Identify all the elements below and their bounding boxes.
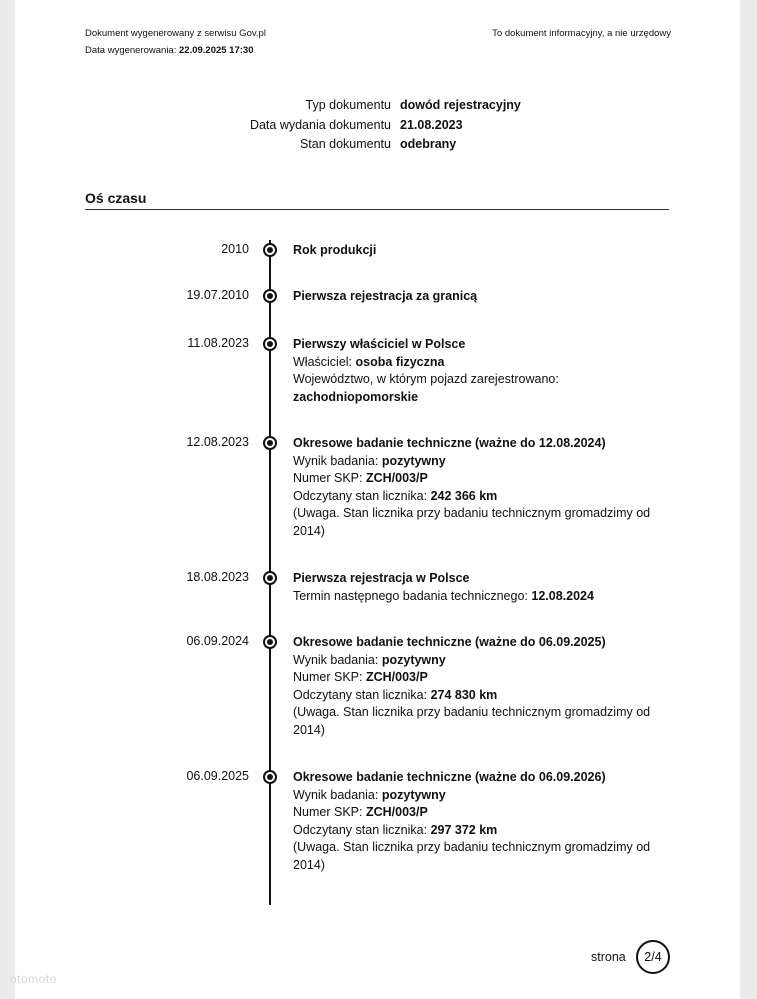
disclaimer: To dokument informacyjny, a nie urzędowy	[492, 28, 671, 39]
owner-value: osoba fizyczna	[355, 354, 445, 369]
next-inspection-value: 12.08.2024	[531, 588, 594, 603]
event-note: (Uwaga. Stan licznika przy badaniu technicznym gromadzimy od 2014)	[293, 705, 651, 737]
event-date: 19.07.2010	[186, 288, 249, 302]
skp-label: Numer SKP:	[293, 670, 363, 685]
event-next-inspection	[293, 588, 653, 606]
odometer-value: 297 372 km	[430, 822, 498, 837]
voivodeship-value: zachodniopomorskie	[293, 389, 419, 404]
event-title: Okresowe badanie techniczne (ważne do 06.09.2025)	[293, 635, 606, 649]
odometer-value: 242 366 km	[430, 488, 498, 503]
skp-value: ZCH/003/P	[365, 670, 428, 685]
event-date: 06.09.2025	[186, 769, 249, 783]
event-date: 12.08.2023	[186, 435, 249, 449]
meta-value: dowód rejestracyjny	[400, 98, 521, 112]
odometer-label: Odczytany stan licznika:	[293, 488, 428, 503]
meta-label: Stan dokumentu	[299, 137, 391, 151]
odometer-value: 274 830 km	[430, 687, 498, 702]
event-note: (Uwaga. Stan licznika przy badaniu technicznym gromadzimy od 2014)	[293, 840, 651, 872]
generated-label: Data wygenerowania:	[85, 45, 177, 56]
event-skp	[293, 669, 653, 687]
result-value: pozytywny	[381, 787, 446, 802]
source-note: Dokument wygenerowany z serwisu Gov.pl	[85, 28, 266, 39]
event-body	[293, 634, 653, 740]
timeline-dot-icon	[263, 436, 277, 450]
timeline-dot-icon	[263, 289, 277, 303]
result-label: Wynik badania:	[293, 787, 379, 802]
event-title: Pierwszy właściciel w Polsce	[293, 337, 466, 351]
meta-label: Data wydania dokumentu	[249, 118, 391, 132]
skp-value: ZCH/003/P	[365, 471, 428, 486]
event-skp	[293, 470, 653, 488]
event-body	[293, 336, 653, 406]
odometer-label: Odczytany stan licznika:	[293, 822, 428, 837]
result-label: Wynik badania:	[293, 453, 379, 468]
generated-date	[85, 45, 253, 56]
skp-value: ZCH/003/P	[365, 805, 428, 820]
event-note: (Uwaga. Stan licznika przy badaniu technicznym gromadzimy od 2014)	[293, 506, 651, 538]
event-result	[293, 787, 653, 805]
event-title: Pierwsza rejestracja za granicą	[293, 289, 478, 303]
event-result	[293, 652, 653, 670]
watermark: otomoto	[10, 972, 57, 986]
meta-value: 21.08.2023	[400, 118, 463, 132]
event-odometer	[293, 687, 653, 705]
skp-label: Numer SKP:	[293, 471, 363, 486]
page-number-badge: 2/4	[636, 940, 670, 974]
event-date: 06.09.2024	[186, 634, 249, 648]
timeline-dot-icon	[263, 770, 277, 784]
meta-value: odebrany	[400, 137, 457, 151]
result-label: Wynik badania:	[293, 652, 379, 667]
section-divider	[85, 209, 669, 210]
skp-label: Numer SKP:	[293, 805, 363, 820]
event-voivodeship-label: Województwo, w którym pojazd zarejestrowano:	[293, 372, 559, 387]
timeline-title: Oś czasu	[85, 190, 147, 206]
result-value: pozytywny	[381, 453, 446, 468]
odometer-label: Odczytany stan licznika:	[293, 687, 428, 702]
event-body	[293, 435, 653, 541]
timeline-dot-icon	[263, 243, 277, 257]
event-body	[293, 242, 653, 260]
event-date: 18.08.2023	[186, 570, 249, 584]
event-odometer	[293, 488, 653, 506]
page-label: strona	[591, 950, 626, 964]
event-title: Pierwsza rejestracja w Polsce	[293, 571, 470, 585]
event-owner	[293, 354, 653, 372]
event-skp	[293, 804, 653, 822]
event-title: Rok produkcji	[293, 243, 377, 257]
timeline-dot-icon	[263, 337, 277, 351]
event-date: 2010	[221, 242, 249, 256]
meta-label: Typ dokumentu	[305, 98, 391, 112]
result-value: pozytywny	[381, 652, 446, 667]
timeline-dot-icon	[263, 635, 277, 649]
owner-label: Właściciel:	[293, 354, 353, 369]
event-body	[293, 570, 653, 605]
event-body	[293, 288, 653, 306]
generated-value: 22.09.2025 17:30	[179, 45, 254, 56]
event-voivodeship-value	[293, 389, 653, 407]
event-date: 11.08.2023	[187, 336, 249, 350]
event-odometer	[293, 822, 653, 840]
event-title: Okresowe badanie techniczne (ważne do 12.08.2024)	[293, 436, 606, 450]
next-inspection-label: Termin następnego badania technicznego:	[293, 588, 528, 603]
event-body	[293, 769, 653, 875]
event-title: Okresowe badanie techniczne (ważne do 06.09.2026)	[293, 770, 606, 784]
event-result	[293, 453, 653, 471]
timeline-dot-icon	[263, 571, 277, 585]
